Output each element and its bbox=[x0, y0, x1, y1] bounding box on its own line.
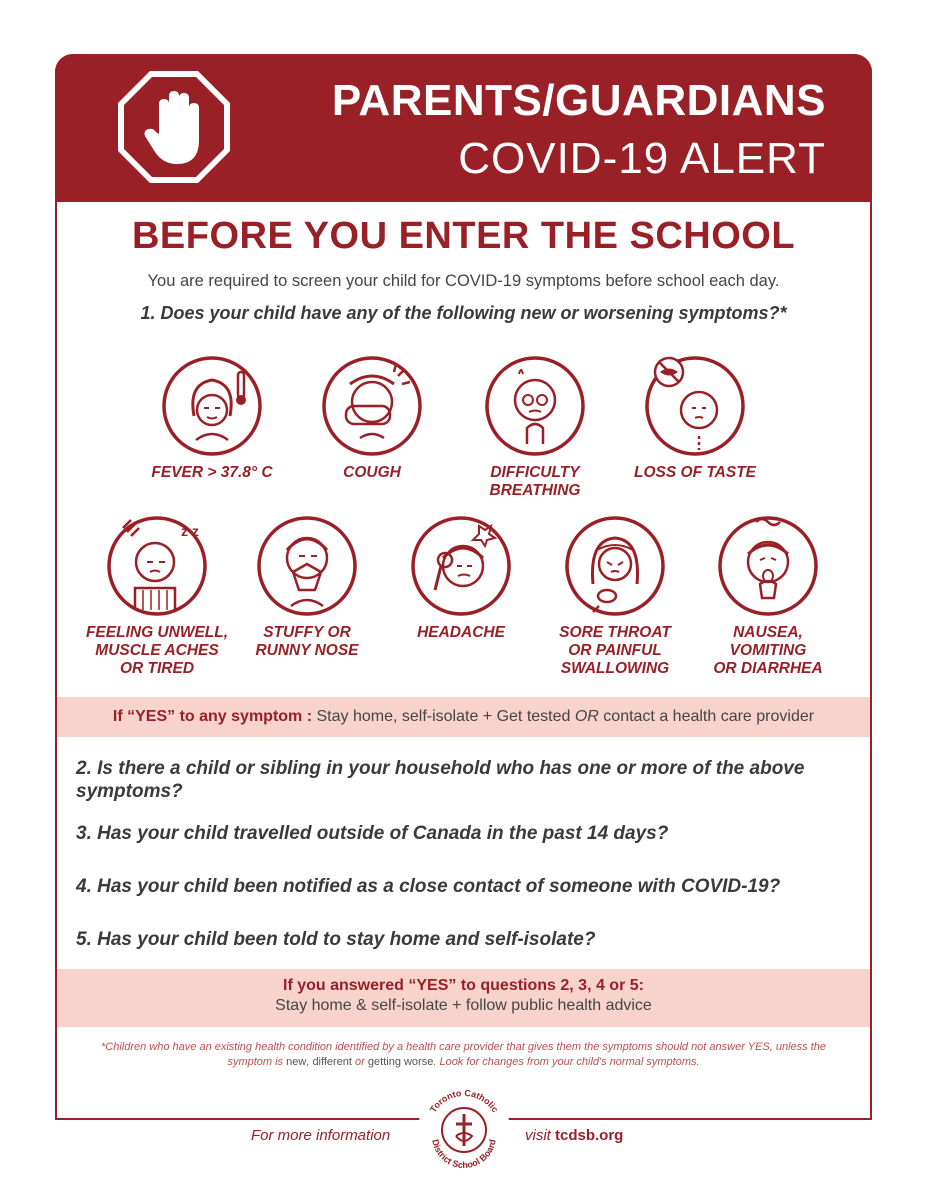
advice-text: Stay home & self-isolate + follow public health advice bbox=[275, 997, 652, 1014]
footnote-text: , bbox=[306, 1056, 313, 1068]
question-3: 3. Has your child travelled outside of Canada in the past 14 days? bbox=[76, 823, 669, 844]
visit-url[interactable]: tcdsb.org bbox=[555, 1127, 624, 1144]
cough-icon bbox=[320, 354, 424, 458]
advice-lead: If “YES” to any symptom : bbox=[112, 708, 313, 725]
svg-text:z z: z z bbox=[181, 523, 199, 539]
symptom-label: COUGH bbox=[343, 464, 401, 481]
symptom-taste bbox=[610, 354, 780, 482]
symptom-throat bbox=[530, 514, 700, 678]
symptom-headache bbox=[376, 514, 546, 642]
nose-icon bbox=[255, 514, 359, 618]
intro-text: You are required to screen your child for COVID-19 symptoms before school each day. bbox=[147, 272, 780, 290]
nausea-icon bbox=[716, 514, 820, 618]
questions-yes-advice bbox=[57, 969, 870, 1027]
symptom-nausea bbox=[683, 514, 853, 678]
advice-text: Stay home, self-isolate + Get tested bbox=[312, 708, 575, 725]
question-2: 2. Is there a child or sibling in your household who has one or more of the above symptoms? bbox=[76, 758, 805, 802]
logo-text-bottom: District School Board bbox=[430, 1138, 498, 1171]
symptom-yes-advice bbox=[57, 697, 870, 737]
advice-heading: If you answered “YES” to questions 2, 3, 4 or 5: bbox=[283, 977, 644, 994]
footnote-emphasis: different bbox=[312, 1056, 352, 1068]
symptom-label: STUFFY OR RUNNY NOSE bbox=[255, 624, 359, 659]
visit-prefix: visit bbox=[525, 1127, 555, 1144]
question-1: 1. Does your child have any of the following new or worsening symptoms?* bbox=[140, 303, 787, 323]
symptom-label: LOSS OF TASTE bbox=[634, 464, 756, 481]
footnote-emphasis: getting worse bbox=[367, 1056, 434, 1068]
symptom-label: DIFFICULTY BREATHING bbox=[489, 464, 581, 499]
footnote-text: *Children who have an existing health condition identified by a health care provider that gives them the symptoms should not answer YES, unless the symptom is bbox=[101, 1041, 826, 1068]
header-subtitle: COVID-19 ALERT bbox=[458, 134, 826, 183]
symptom-fever bbox=[127, 354, 297, 482]
footnote-emphasis: new bbox=[286, 1056, 307, 1068]
advice-text: contact a health care provider bbox=[598, 708, 815, 725]
logo-text-top: Toronto Catholic bbox=[427, 1087, 501, 1115]
visit-link[interactable] bbox=[525, 1127, 623, 1144]
symptom-label: SORE THROAT OR PAINFUL SWALLOWING bbox=[559, 624, 671, 677]
page-title: BEFORE YOU ENTER THE SCHOOL bbox=[131, 215, 796, 257]
symptom-unwell bbox=[72, 514, 242, 678]
taste-icon bbox=[643, 354, 747, 458]
question-5: 5. Has your child been told to stay home and self-isolate? bbox=[76, 929, 596, 950]
symptom-label: HEADACHE bbox=[417, 624, 505, 641]
header-title: PARENTS/GUARDIANS bbox=[331, 76, 826, 125]
tired-icon bbox=[105, 514, 209, 618]
symptom-breathing bbox=[450, 354, 620, 500]
symptom-nose bbox=[222, 514, 392, 660]
header-banner bbox=[55, 54, 872, 202]
symptom-cough bbox=[287, 354, 457, 482]
question-4: 4. Has your child been notified as a close contact of someone with COVID-19? bbox=[76, 876, 781, 897]
symptom-label: FEELING UNWELL, MUSCLE ACHES OR TIRED bbox=[85, 624, 229, 677]
symptom-label: FEVER > 37.8° C bbox=[151, 464, 273, 481]
advice-or: OR bbox=[574, 708, 599, 725]
throat-icon bbox=[563, 514, 667, 618]
fever-icon bbox=[160, 354, 264, 458]
footnote bbox=[85, 1040, 842, 1070]
breathing-icon bbox=[483, 354, 587, 458]
stop-hand-icon bbox=[115, 68, 233, 186]
footnote-text: . Look for changes from your child's normal symptoms. bbox=[433, 1056, 700, 1068]
footnote-text: or bbox=[352, 1056, 368, 1068]
symptom-label: NAUSEA, VOMITING OR DIARRHEA bbox=[713, 624, 823, 677]
headache-icon bbox=[409, 514, 513, 618]
tcdsb-logo bbox=[416, 1082, 512, 1178]
more-info-text: For more information bbox=[251, 1127, 391, 1144]
